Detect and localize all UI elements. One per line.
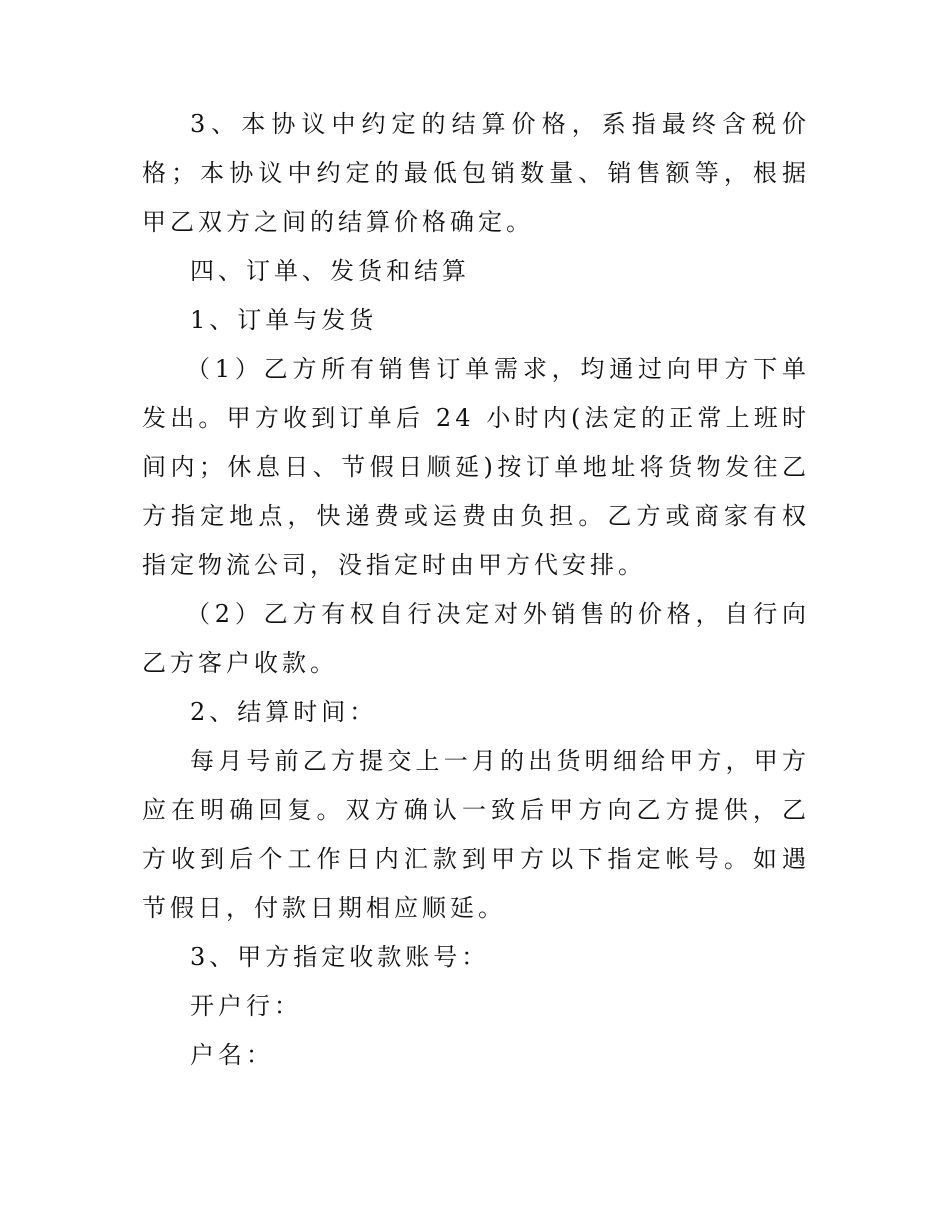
paragraph-settlement-time-rules: 每月号前乙方提交上一月的出货明细给甲方，甲方应在明确回复。双方确认一致后甲方向乙方提供，乙方收到后个工作日内汇款到甲方以下指定帐号。如遇节假日，付款日期相应顺延。 <box>142 747 810 922</box>
paragraph-pricing-and-collection: （2）乙方有权自行决定对外销售的价格，自行向乙方客户收款。 <box>142 600 810 677</box>
subheading-orders-and-shipping: 1、订单与发货 <box>190 306 378 334</box>
field-bank-name: 开户行： <box>190 992 302 1020</box>
field-account-name: 户名： <box>190 1041 274 1069</box>
document-body <box>142 100 810 1080</box>
section-heading-orders-shipping-settlement: 四、订单、发货和结算 <box>190 257 470 285</box>
subheading-receiving-account: 3、甲方指定收款账号： <box>190 943 490 971</box>
paragraph-settlement-price: 3、本协议中约定的结算价格，系指最终含税价格；本协议中约定的最低包销数量、销售额等，根据甲乙双方之间的结算价格确定。 <box>142 110 810 236</box>
subheading-settlement-time: 2、结算时间： <box>190 698 378 726</box>
paragraph-order-shipping-rules: （1）乙方所有销售订单需求，均通过向甲方下单发出。甲方收到订单后 24 小时内(法定的正常上班时间内；休息日、节假日顺延)按订单地址将货物发往乙方指定地点，快递费或运费由负担。乙方或商家有权指定物流公司，没指定时由甲方代安排。 <box>142 355 810 579</box>
